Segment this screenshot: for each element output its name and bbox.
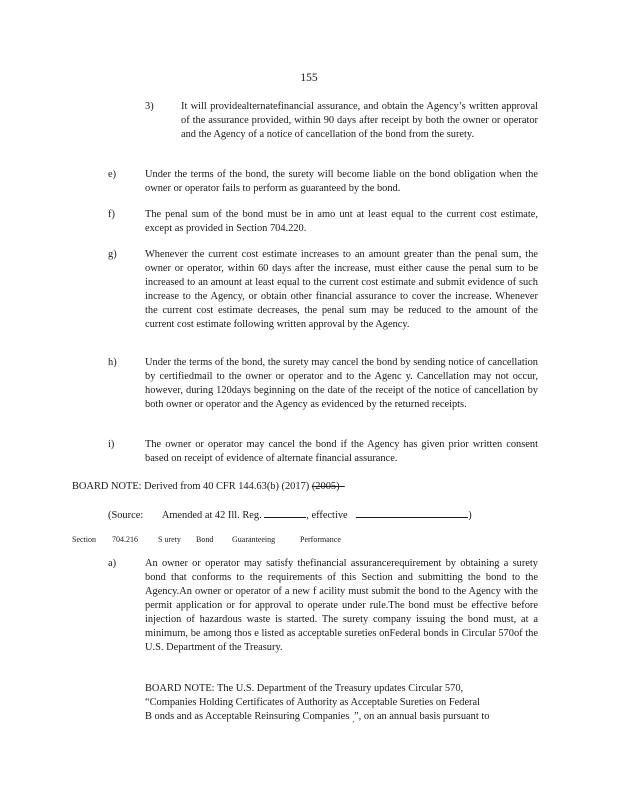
board-note-line: BOARD NOTE: The U.S. Department of the Treasury updates Circular 570,: [145, 683, 464, 694]
item-text: It will providealternatefinancial assurance, and obtain the Agency’s written approval of the assurance provided, within 90 days after receipt by both the owner or operator and the Agency of a notice of cancellation of the bond from the surety.: [181, 101, 538, 140]
inserted-mark: ,: [352, 716, 355, 725]
board-note-text: ”, on an annual basis pursuant to: [354, 711, 490, 722]
item-text: Under the terms of the bond, the surety will become liable on the bond obligation when the owner or operator fails to perform as guaranteed by the bond.: [145, 169, 538, 194]
item-label: a): [108, 558, 117, 569]
item-label: f): [108, 209, 115, 220]
item-text: An owner or operator may satisfy thefinancial assurancerequirement by obtaining a surety bond that conforms to the requirements of this Section and submitting the bond to the Agency.An owner or operator of a new f acility must submit the bond to the Agency with the permit application or for approval to operate under rule.The bond must be effective before injection of hazardous waste is started. The surety company issuing the bond must, at a minimum, be among thos e listed as acceptable sureties onFederal bonds in Circular 570of the U.S. Department of the Treasury.: [145, 558, 538, 653]
board-note-line: “Companies Holding Certificates of Authority as Acceptable Sureties on Federal: [145, 697, 481, 708]
item-text: Under the terms of the bond, the surety may cancel the bond by sending notice of cancellation by certifiedmail to the owner or operator and to the Agenc y. Cancellation may not occur, however, during 120days beginning on the date of the receipt of the notice of cancellation by both owner or operator and the Agency as evidenced by the returned receipts.: [145, 357, 538, 410]
item-label: h): [108, 357, 117, 368]
register-blank: [264, 506, 306, 518]
section-title-word: S urety: [158, 535, 181, 544]
source-close: ): [468, 510, 472, 521]
source-amended: Amended at 42 Ill. Reg.: [161, 510, 262, 521]
effective-date-blank: [356, 506, 468, 518]
section-word: Section: [72, 535, 96, 544]
item-label: g): [108, 249, 117, 260]
section-number: 704.216: [112, 535, 138, 544]
board-note-line: [145, 710, 489, 727]
item-label: i): [108, 439, 115, 450]
board-note-text: B onds and as Acceptable Reinsuring Companies: [145, 711, 350, 722]
struck-text: (2005): [311, 481, 340, 492]
page-number: 155: [300, 72, 318, 84]
source-effective: , effective: [306, 510, 348, 521]
board-note-derived: [72, 480, 345, 494]
item-label: e): [108, 169, 117, 180]
item-text: The owner or operator may cancel the bond if the Agency has given prior written consent based on receipt of evidence of alternate financial assurance.: [145, 439, 538, 464]
item-label: 3): [145, 101, 154, 112]
item-text: Whenever the current cost estimate increases to an amount greater than the penal sum, the owner or operator, within 60 days after the increase, must either cause the penal sum to be increased to an amount at least equal to the current cost estimate and submit evidence of such increase to the Agency, or obtain other financial assurance to cover the increase. Whenever the current cost estimate decreases, the penal sum may be reduced to the amount of the current cost estimate following written approval by the Agency.: [145, 249, 538, 330]
board-note-text: BOARD NOTE: Derived from 40 CFR 144.63(b) (2017): [72, 481, 310, 492]
section-title-word: Bond: [196, 535, 214, 544]
source-prefix: (Source:: [108, 510, 144, 521]
source-note: [108, 506, 472, 523]
item-text: The penal sum of the bond must be in amo unt at least equal to the current cost estimate, except as provided in Section 704.220.: [145, 209, 538, 234]
section-title-word: Performance: [300, 535, 341, 544]
section-title-word: Guaranteeing: [232, 535, 276, 544]
